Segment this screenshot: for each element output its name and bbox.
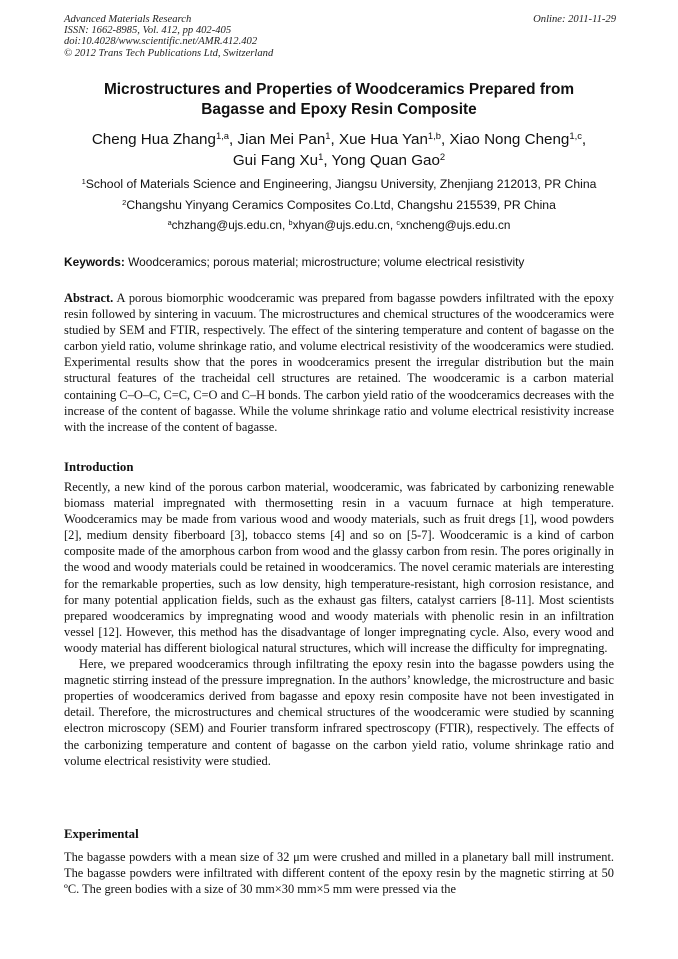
keywords-text: Woodceramics; porous material; microstructure; volume electrical resistivity (124, 255, 525, 269)
experimental-paragraph-1: The bagasse powders with a mean size of 32 μm were crushed and milled in a planetary ball mill instrument. The bagasse powders were infiltrated with different content of the epoxy resin by the magnetic stirring at 50 ºC. The green bodies with a size of 30 mm×30 mm×5 mm were pressed via the (64, 850, 614, 897)
email-address: xncheng@ujs.edu.cn (400, 218, 511, 232)
author-emails (30, 218, 648, 233)
paper-title (40, 80, 638, 119)
affiliation-text: Changshu Yinyang Ceramics Composites Co.Ltd, Changshu 215539, PR China (126, 198, 556, 212)
online-date: Online: 2011-11-29 (533, 14, 616, 25)
author-list (30, 129, 648, 171)
introduction-paragraph-2: Here, we prepared woodceramics through infiltrating the epoxy resin into the bagasse powders using the magnetic stirring instead of the pressure impregnation. In the authors’ knowledge, the microstructure and basic properties of woodceramics derived from bagasse and epoxy resin composite have not been investigated in detail. Therefore, the microstructures and chemical structures of the woodceramic were studied by scanning electron microscopy (SEM) and Fourier transform infrared spectroscopy (FTIR), respectively. The effects of the carbonizing temperature and content of bagasse on the carbon yield ratio, volume shrinkage ratio and volume electrical resistivity were studied. (64, 657, 614, 768)
introduction-body (64, 479, 614, 769)
experimental-heading: Experimental (64, 827, 139, 841)
email-address: chzhang@ujs.edu.cn, (171, 218, 289, 232)
affiliation-2 (30, 198, 648, 213)
author-name: Xiao Nong Cheng (449, 131, 570, 148)
introduction-paragraph-1: Recently, a new kind of the porous carbon material, woodceramic, was fabricated by carbonizing renewable biomass material impregnated with thermosetting resin in a vacuum furnace at high temperature. Woodceramics may be made from various wood and woody materials, such as fruit dregs [1], wood powders [2], medium density fiberboard [3], tobacco stems [4] and so on [5-7]. Woodceramic is a kind of carbon composite made of the amorphous carbon from wood and the glassy carbon from resin. The pores originally in the wood and woody materials could be retained in woodceramics. The novel ceramic materials are interesting for the remarkable properties, such as low density, high temperature-resistant, high corrosion resistance, and for many potential application fields, such as the exhaust gas filters, catalyst carriers [8-11]. Most scientists prepared woodceramics by impregnating wood and woody materials with phenolic resin in an infiltration vessel [12]. However, this method has the disadvantage of longer impregnating cycle. Also, every wood and woody material has different biological natural structures, which will increase the difficulty for impregnating. (64, 480, 614, 655)
email-marker: a (167, 217, 172, 227)
journal-name: Advanced Materials Research (64, 14, 192, 25)
author-separator: , (229, 131, 238, 148)
author-line-1 (30, 129, 648, 150)
author-separator: , (581, 131, 587, 148)
journal-copyright: © 2012 Trans Tech Publications Ltd, Switzerland (64, 47, 274, 59)
introduction-heading: Introduction (64, 460, 134, 474)
author-affiliation-marker: 1 (318, 150, 324, 162)
author-affiliation-marker: 1 (325, 129, 331, 141)
author-name: Gui Fang Xu (232, 152, 319, 169)
keywords (64, 255, 624, 270)
email-marker: b (288, 217, 293, 227)
keywords-label: Keywords: (64, 255, 125, 269)
experimental-body (64, 849, 614, 897)
author-separator: , (441, 131, 450, 148)
author-affiliation-marker: 1,a (215, 129, 230, 141)
author-affiliation-marker: 1,c (569, 129, 582, 141)
email-marker: c (396, 217, 401, 227)
author-name: Yong Quan Gao (331, 152, 440, 169)
author-affiliation-marker: 1,b (427, 129, 441, 141)
author-name: Xue Hua Yan (338, 131, 428, 148)
author-separator: , (323, 152, 332, 169)
affiliation-1 (30, 177, 648, 192)
affiliation-text: School of Materials Science and Engineering, Jiangsu University, Zhenjiang 212013, PR China (85, 177, 597, 191)
abstract-text: A porous biomorphic woodceramic was prepared from bagasse powders infiltrated with the epoxy resin followed by sintering in vacuum. The microstructures and chemical structures of the woodceramics were studied by SEM and FTIR, respectively. The effect of the sintering temperature and content of bagasse on the carbon yield ratio, volume shrinkage ratio, and volume electrical resistivity of the woodceramics were studied. Experimental results show that the pores in woodceramics present the irregular distribution but the main structural features of the tracheidal cell structures are retained. The woodceramic is a carbon material containing C–O–C, C=C, C=O and C–H bonds. The carbon yield ratio of the woodceramics decreases with the increase of the content of bagasse. While the volume shrinkage ratio and volume electrical resistivity increase with the increase of the content of bagasse. (64, 291, 614, 434)
affiliation-marker: 1 (81, 176, 86, 186)
email-address: xhyan@ujs.edu.cn, (292, 218, 397, 232)
journal-issn: ISSN: 1662-8985, Vol. 412, pp 402-405 (64, 25, 232, 37)
journal-header (64, 14, 273, 59)
author-name: Cheng Hua Zhang (91, 131, 216, 148)
journal-doi: doi:10.4028/www.scientific.net/AMR.412.402 (64, 36, 258, 48)
paper-title-line2: Bagasse and Epoxy Resin Composite (201, 100, 477, 118)
affiliation-marker: 2 (122, 197, 127, 207)
abstract-label: Abstract. (64, 291, 114, 305)
author-separator: , (330, 131, 339, 148)
author-affiliation-marker: 2 (439, 150, 446, 162)
paper-title-line1: Microstructures and Properties of Woodceramics Prepared from (103, 81, 575, 98)
author-line-2 (30, 150, 648, 171)
author-name: Jian Mei Pan (237, 131, 326, 148)
abstract (64, 290, 614, 435)
